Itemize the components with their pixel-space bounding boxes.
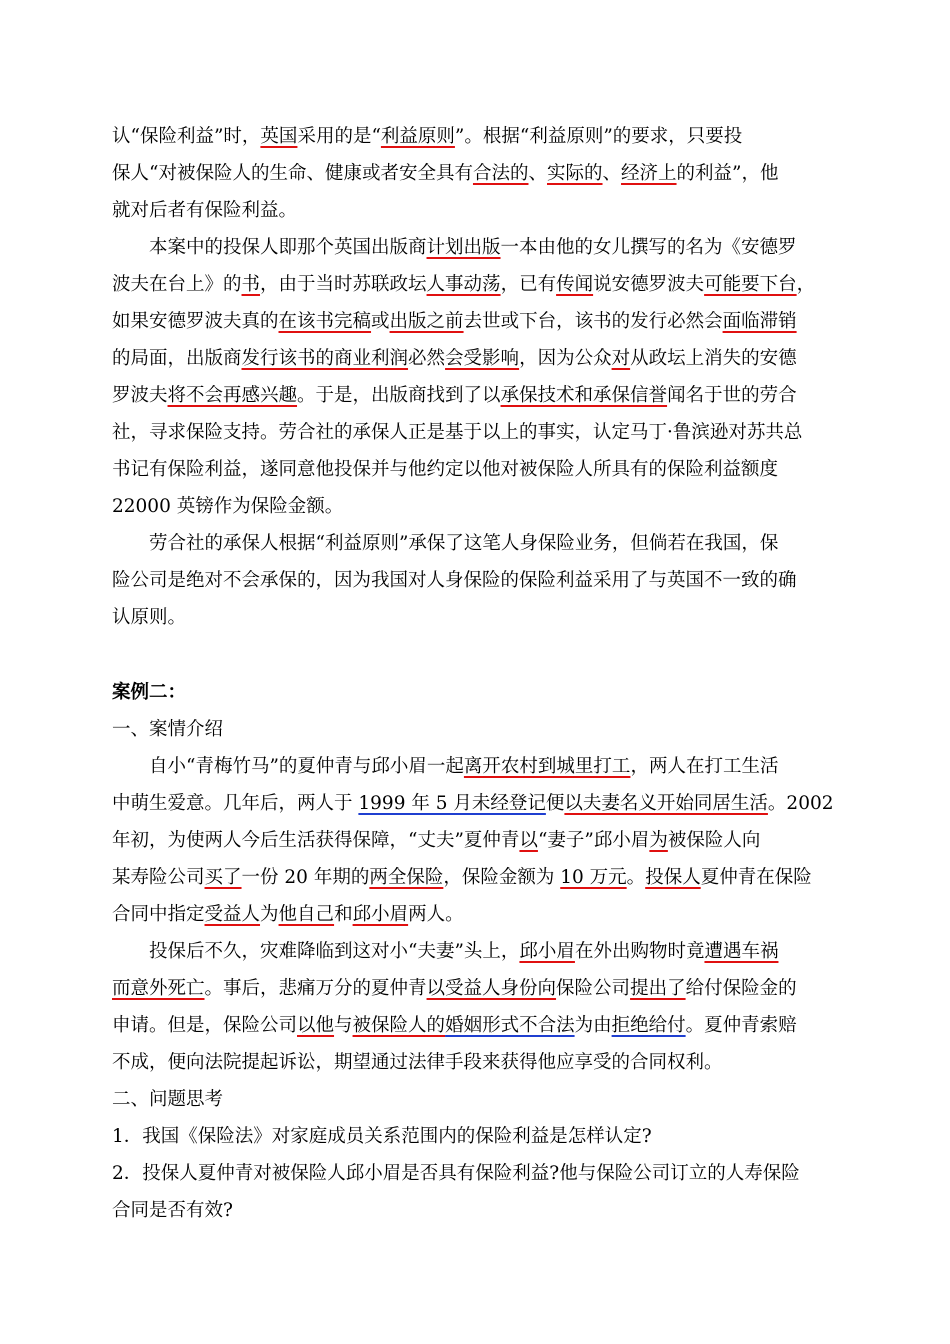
underlined-text: 投保人 [645,867,701,888]
underlined-text: 为 [649,830,668,851]
text-line [112,822,842,859]
text-run: 夏仲青在保险 [700,867,812,888]
text-line [112,303,842,340]
underlined-text: 计划出版 [426,237,501,258]
underlined-text: 以 [519,830,538,851]
underlined-text: 在该书完稿 [278,311,372,332]
text-run: 某寿险公司 [112,867,205,888]
text-run: 。 [626,867,646,888]
underlined-text: 经济上 [621,163,677,184]
text-run: 本案中的投保人即那个英国出版商 [149,237,427,258]
section-questions-heading: 二、问题思考 [112,1089,224,1110]
underlined-text: 人事动荡 [426,274,501,295]
underlined-text: 买了 [204,867,242,888]
text-line [112,377,842,414]
text-line: 2．投保人夏仲青对被保险人邱小眉是否具有保险利益?他与保险公司订立的人寿保险 [112,1163,800,1184]
paragraph-case-two-incident [112,933,842,1081]
text-line: 书记有保险利益，遂同意他投保并与他约定以他对被保险人所具有的保险利益额度 [112,459,779,480]
text-run: 。于是，出版商找到了以 [297,385,501,406]
underlined-text: 10 万元 [560,867,627,888]
text-run: 、 [602,163,622,184]
text-run: 合同中指定 [112,904,205,925]
underlined-text: 而意外死亡 [112,978,205,999]
text-run: 认“保险利益”时， [112,126,261,147]
text-line: 22000 英镑作为保险金额。 [112,496,344,517]
text-line: 认原则。 [112,607,187,628]
underlined-text: 邱小眉 [519,941,575,962]
text-run: 便 [545,793,565,814]
text-line: 不成，便向法院提起诉讼，期望通过法律手段来获得他应享受的合同权利。 [112,1052,723,1073]
text-run: ，因为公众 [519,348,612,369]
underlined-text: 以夫妻名义开始同居生活 [564,793,768,814]
text-run: 的局面，出版商 [112,348,242,369]
text-run: 中萌生爱意。几年后，两人于 [112,793,359,814]
text-run: 为由 [574,1015,612,1036]
paragraph-conclusion [112,525,842,636]
underlined-text: 面临滞销 [722,311,797,332]
text-line [112,785,842,822]
underlined-text: 两全保险 [369,867,444,888]
text-run: ，保险金额为 [443,867,561,888]
text-run: “妻子”邱小眉 [537,830,650,851]
text-run: 为 [260,904,279,925]
text-line: 社，寻求保险支持。劳合社的承保人正是基于以上的事实，认定马丁·鲁滨逊对苏共总 [112,422,803,443]
text-line [112,340,842,377]
text-line: 劳合社的承保人根据“利益原则”承保了这笔人身保险业务，但倘若在我国，保 [149,533,779,554]
text-line [112,859,842,896]
text-run: ，两人在打工生活 [630,756,779,777]
text-run: 保险公司 [556,978,631,999]
text-run: 采用的是“ [297,126,381,147]
text-run: 说安德罗波夫 [593,274,705,295]
underlined-text-blue: 婚姻形式不合法 [445,1015,575,1036]
text-line: 险公司是绝对不会承保的，因为我国对人身保险的保险利益采用了与英国不一致的确 [112,570,797,591]
text-line: 就对后者有保险利益。 [112,200,298,221]
underlined-text: 以受益人身份向 [426,978,557,999]
underlined-text: 传闻 [556,274,594,295]
case-two-heading: 案例二： [112,682,187,703]
text-run: 一本由他的女儿撰写的名为《安德罗 [500,237,797,258]
text-run: 去世或下台，该书的发行必然会 [463,311,723,332]
underlined-text: 利益原则 [380,126,455,147]
text-run: ， [796,274,816,295]
text-run: 闻名于世的劳合 [667,385,797,406]
underlined-text: 出版之前 [389,311,464,332]
underlined-text: 将不会再感兴趣 [167,385,298,406]
text-run: ”。根据“利益原则”的要求，只要投 [454,126,743,147]
text-line [112,970,842,1007]
text-run: 在外出购物时竟 [574,941,705,962]
text-run: ，由于当时苏联政坛 [260,274,427,295]
text-run: ，已有 [500,274,557,295]
underlined-text: 邱小眉 [352,904,409,925]
text-run: 必然 [408,348,446,369]
text-line [112,1007,842,1044]
underlined-text: 对 [611,348,631,369]
underlined-text: 可能要下台 [704,274,797,295]
text-run: 投保后不久，灾难降临到这对小“夫妻”头上， [149,941,520,962]
underlined-text: 合法的 [472,163,529,184]
text-line [112,229,842,266]
text-run: 自小“青梅竹马”的夏仲青与邱小眉一起 [149,756,464,777]
text-line [112,155,842,192]
text-run: 申请。但是，保险公司 [112,1015,298,1036]
text-run: 。事后，悲痛万分的夏仲青 [204,978,427,999]
paragraph-case-publisher [112,229,842,525]
text-line [112,896,842,933]
text-line [112,118,842,155]
underlined-text: 他自己 [278,904,335,925]
text-run: 年初，为使两人今后生活获得保障，“丈夫”夏仲青 [112,830,520,851]
text-run: 。夏仲青索赔 [685,1015,797,1036]
text-run: 、 [528,163,547,184]
underlined-text-blue: 1999 年 5 月未经登记 [358,793,546,814]
underlined-text-blue: 拒绝给付 [611,1015,686,1036]
text-run: 给付保险金的 [685,978,797,999]
underlined-text: 受益人 [204,904,261,925]
paragraph-case-two-intro [112,748,842,933]
text-run: 被保险人向 [667,830,761,851]
text-line [112,748,842,785]
text-line: 合同是否有效? [112,1200,233,1221]
text-run: 两人。 [408,904,464,925]
question-two [112,1155,842,1229]
text-run: 。2002 [767,793,834,814]
text-run: 和 [334,904,353,925]
question-one: 1．我国《保险法》对家庭成员关系范围内的保险利益是怎样认定? [112,1126,652,1147]
underlined-text: 遭遇车祸 [704,941,779,962]
text-run: 罗波夫 [112,385,168,406]
underlined-text: 以他 [297,1015,335,1036]
underlined-text: 被保险人的 [352,1015,446,1036]
text-line [112,266,842,303]
text-run: 或 [371,311,390,332]
text-run: 与 [334,1015,353,1036]
text-run: 从政坛上消失的安德 [630,348,797,369]
underlined-text: 提出了 [630,978,686,999]
text-run: 一份 20 年期的 [241,867,370,888]
underlined-text: 书 [241,274,261,295]
text-line [112,933,842,970]
text-run: 如果安德罗波夫真的 [112,311,279,332]
underlined-text: 英国 [260,126,298,147]
paragraph-interest-principle [112,118,842,229]
text-run: 的利益”，他 [676,163,779,184]
text-run: 波夫在台上》的 [112,274,242,295]
underlined-text: 发行该书的商业利润 [241,348,409,369]
underlined-text: 会受影响 [445,348,520,369]
text-run: 保人“对被保险人的生命、健康或者安全具有 [112,163,473,184]
underlined-text: 实际的 [547,163,603,184]
underlined-text: 离开农村到城里打工 [463,756,631,777]
section-case-intro-heading: 一、案情介绍 [112,719,224,740]
underlined-text: 承保技术和承保信誉 [500,385,668,406]
